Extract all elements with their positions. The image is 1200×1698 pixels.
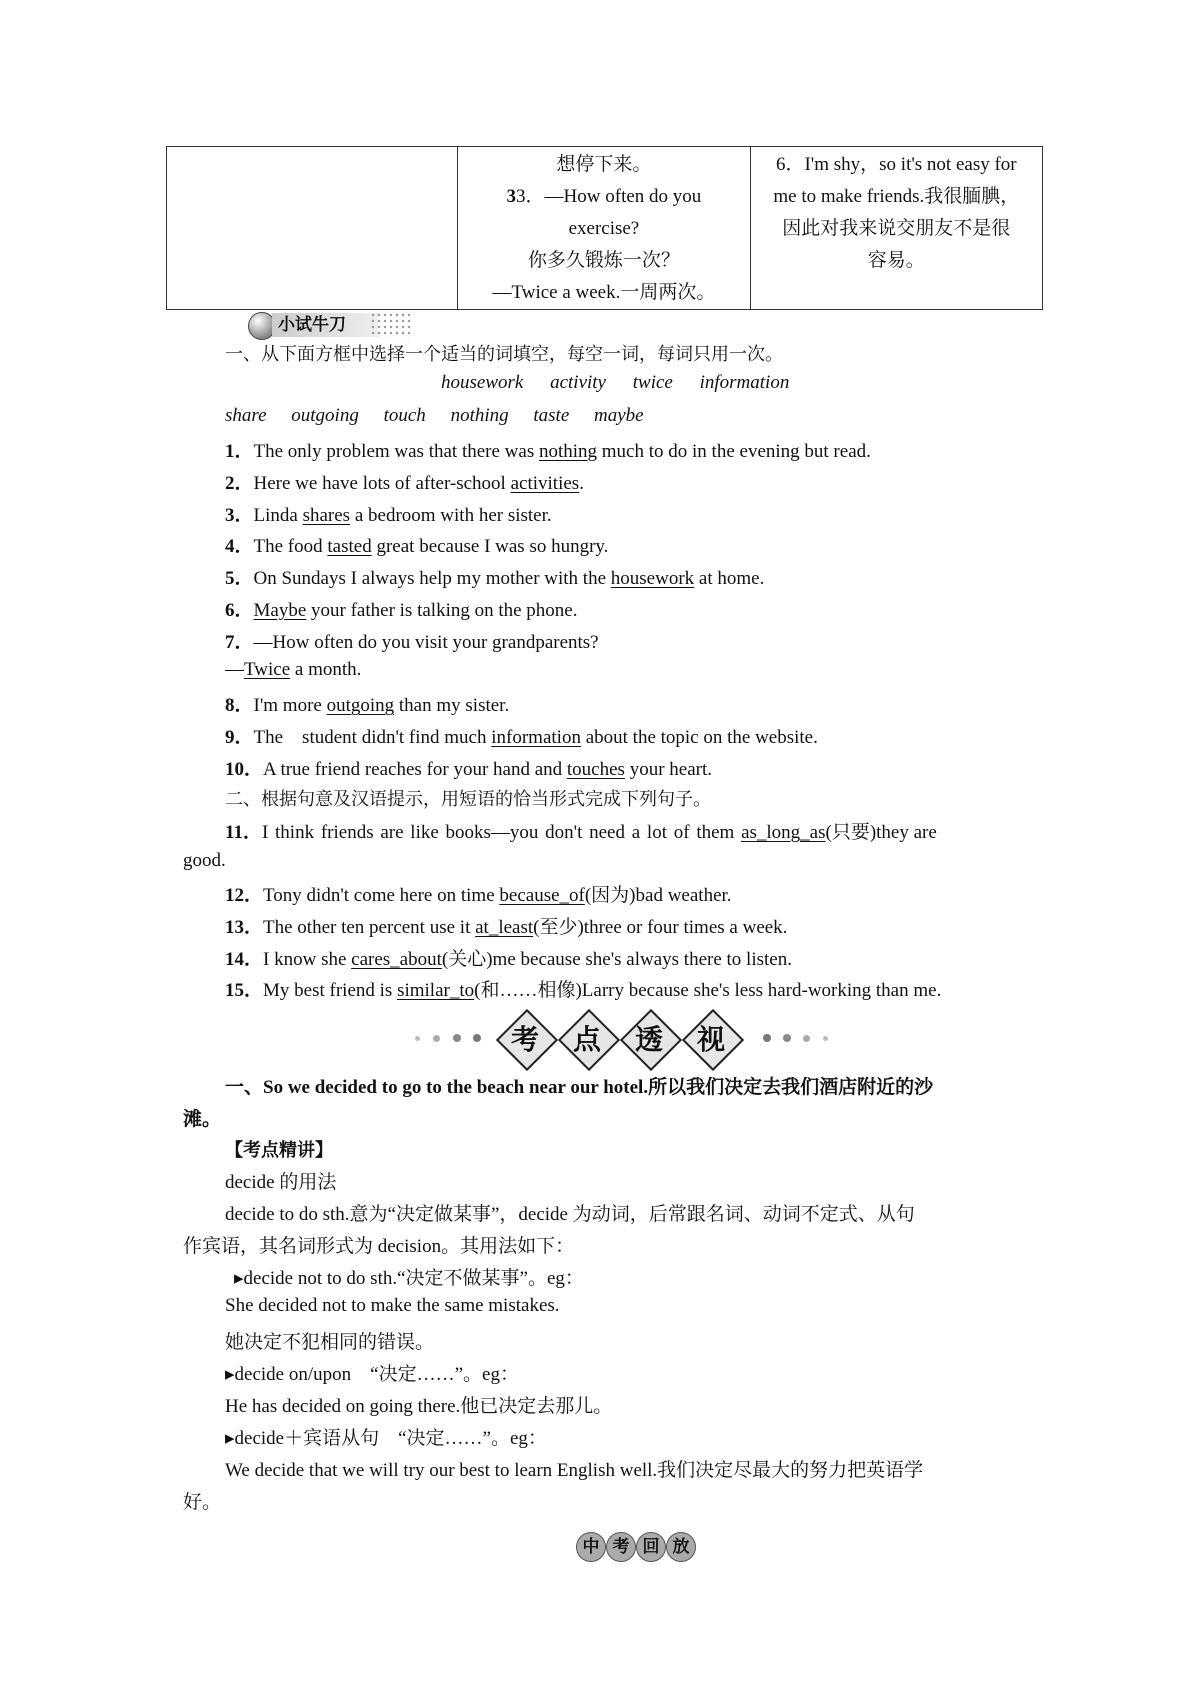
table-line: 因此对我来说交朋友不是很: [782, 218, 1011, 239]
table-line: me to make friends.我很腼腆，: [773, 186, 1020, 207]
footer-char: 回: [636, 1532, 666, 1562]
footer-char: 考: [606, 1532, 636, 1562]
exercise-item: [225, 912, 787, 939]
item-number: 15．: [225, 980, 264, 1002]
item-number: 3．: [225, 504, 254, 526]
item-number: 4．: [225, 536, 254, 558]
word: twice: [632, 372, 673, 393]
word: activity: [550, 372, 606, 393]
example-line: She decided not to make the same mistakes.: [225, 1295, 560, 1316]
item-text: your father is talking on the phone.: [306, 600, 578, 621]
explain-line: decide 的用法: [225, 1172, 337, 1193]
badge-label: 小试牛刀: [272, 313, 378, 337]
item-text: The student didn't find much: [253, 727, 492, 749]
table-line: 33．—How often do you: [506, 186, 702, 207]
exercise-item: [225, 500, 552, 527]
exercise-item: [225, 436, 871, 463]
table-line: 想停下来。: [556, 154, 652, 175]
vocab-table: [166, 146, 1043, 310]
section-title-cont: 滩。: [183, 1109, 222, 1130]
item-text: .: [579, 472, 584, 494]
item-text: than my sister.: [394, 695, 510, 717]
item-text: A true friend reaches for your hand and: [263, 759, 567, 780]
example-line: He has decided on going there.他已决定去那儿。: [225, 1396, 613, 1417]
explain-line: ▸decide not to do sth.“决定不做某事”。eg：: [234, 1268, 584, 1289]
item-text: The food: [253, 536, 328, 558]
word: share: [225, 405, 267, 426]
table-line: —Twice a week.一周两次。: [492, 282, 716, 303]
item-answer: activities: [510, 472, 580, 494]
item-text: The other ten percent use it: [263, 916, 476, 938]
item-text: (关心)me because she's always there to listen.: [441, 948, 792, 970]
exercise-item: [225, 627, 599, 654]
item-number: 10．: [225, 759, 264, 780]
item-number: 11．: [225, 822, 262, 843]
item-answer: housework: [610, 568, 695, 590]
item-text: at home.: [694, 568, 765, 590]
footer-char: 中: [576, 1532, 606, 1562]
item-number: 8．: [225, 695, 254, 717]
item-text: I think friends are like books—you don't need a lot of them: [261, 822, 742, 843]
item-text: —: [225, 658, 244, 680]
table-line-text: 3．—How often do you: [516, 186, 702, 207]
item-number: 5．: [225, 568, 254, 590]
banner-char: 考: [510, 1023, 539, 1056]
dots-decoration-icon: [370, 312, 410, 338]
item-answer: information: [491, 727, 581, 749]
table-line: 容易。: [867, 250, 925, 271]
word: housework: [441, 372, 524, 393]
item-text: On Sundays I always help my mother with the: [253, 568, 611, 590]
exercise-item: [225, 722, 818, 749]
explain-line: ▸decide on/upon “决定……”。eg：: [225, 1364, 519, 1385]
explain-line: ▸decide＋宾语从句 “决定……”。eg：: [225, 1428, 547, 1449]
item-text: great because I was so hungry.: [371, 536, 609, 558]
exercise-item: [225, 659, 361, 681]
practice-badge: [248, 310, 408, 340]
word: information: [699, 372, 790, 393]
item-answer: as_long_as: [741, 822, 826, 843]
section-label: 【考点精讲】: [225, 1140, 333, 1161]
word: maybe: [594, 405, 644, 426]
item-answer: touches: [566, 759, 625, 780]
item-text: I'm more: [253, 695, 327, 717]
part1-heading: 一、从下面方框中选择一个适当的词填空，每空一词，每词只用一次。: [225, 344, 783, 365]
item-answer: tasted: [327, 536, 372, 558]
item-text: Tony didn't come here on time: [263, 885, 500, 906]
item-text: Here we have lots of after-school: [253, 472, 511, 494]
item-number: 14．: [225, 948, 264, 970]
exercise-item: [225, 690, 509, 717]
exercise-item: [225, 944, 792, 971]
item-text: (至少)three or four times a week.: [533, 916, 788, 938]
item-answer: Maybe: [253, 600, 307, 621]
explain-line: decide to do sth.意为“决定做某事”，decide 为动词，后常跟名词、动词不定式、从句: [225, 1204, 915, 1225]
table-cell-empty: [167, 147, 458, 310]
item-text: My best friend is: [263, 980, 398, 1002]
item-answer: similar_to: [397, 980, 475, 1002]
word: taste: [533, 405, 570, 426]
item-number: 2．: [225, 472, 254, 494]
item-11: [225, 817, 1025, 844]
item-answer: shares: [302, 504, 351, 526]
exercise-item: [225, 531, 608, 558]
item-text: (因为)bad weather.: [584, 885, 732, 906]
item-answer: Twice: [244, 658, 291, 680]
item-number: 9．: [225, 727, 254, 749]
banner-char: 透: [634, 1023, 663, 1056]
item-answer: at_least: [475, 916, 534, 938]
table-line: 你多久锻炼一次？: [527, 250, 680, 271]
exercise-item: [225, 595, 578, 622]
example-line-cont: 好。: [183, 1492, 222, 1513]
item-text: a month.: [290, 658, 362, 680]
item-answer: because_of: [499, 885, 585, 906]
table-line: exercise?: [568, 218, 640, 239]
word: nothing: [450, 405, 509, 426]
banner-char: 点: [572, 1023, 601, 1056]
word-box-row1: [441, 372, 789, 394]
item-text: Linda: [253, 504, 303, 526]
item-text: a bedroom with her sister.: [350, 504, 552, 526]
exercise-item: [225, 563, 764, 590]
word: outgoing: [291, 405, 359, 426]
table-cell-example-6: [750, 147, 1042, 310]
explain-line: 作宾语，其名词形式为 decision。其用法如下：: [183, 1236, 575, 1257]
item-answer: cares_about: [351, 948, 442, 970]
example-line: 她决定不犯相同的错误。: [225, 1332, 435, 1353]
item-answer: nothing: [538, 441, 598, 462]
table-cell-example-3: [458, 147, 750, 310]
exercise-item: [225, 468, 584, 495]
item-text: your heart.: [624, 759, 713, 780]
part2-heading: 二、根据句意及汉语提示，用短语的恰当形式完成下列句子。: [225, 789, 711, 810]
item-number: 13．: [225, 916, 264, 938]
section-banner: [415, 1010, 835, 1070]
item-text: —How often do you visit your grandparents?: [253, 631, 599, 653]
item-answer: outgoing: [326, 695, 395, 717]
example-line: We decide that we will try our best to learn English well.我们决定尽最大的努力把英语学: [225, 1460, 924, 1481]
item-text: The only problem was that there was: [253, 441, 539, 462]
item-text: much to do in the evening but read.: [597, 441, 871, 462]
item-11-cont: good.: [183, 850, 226, 871]
footer-char: 放: [666, 1532, 696, 1562]
exercise-item: [225, 880, 732, 907]
word: touch: [383, 405, 426, 426]
table-line: 6．I'm shy，so it's not easy for: [775, 154, 1017, 175]
word-box-row2: [225, 405, 644, 427]
item-number: 7．: [225, 631, 254, 653]
item-number: 12．: [225, 885, 264, 906]
banner-char: 视: [696, 1023, 725, 1056]
item-text: about the topic on the website.: [580, 727, 818, 749]
exercise-item: [225, 975, 941, 1002]
item-text: I know she: [263, 948, 352, 970]
item-number: 1．: [225, 441, 254, 462]
item-number: 6．: [225, 600, 254, 621]
item-text: (只要)they are: [825, 822, 937, 843]
section-title: 一、So we decided to go to the beach near our hotel.所以我们决定去我们酒店附近的沙: [225, 1077, 934, 1098]
exercise-item: [225, 754, 712, 781]
item-text: (和……相像)Larry because she's less hard-working than me.: [474, 980, 942, 1002]
